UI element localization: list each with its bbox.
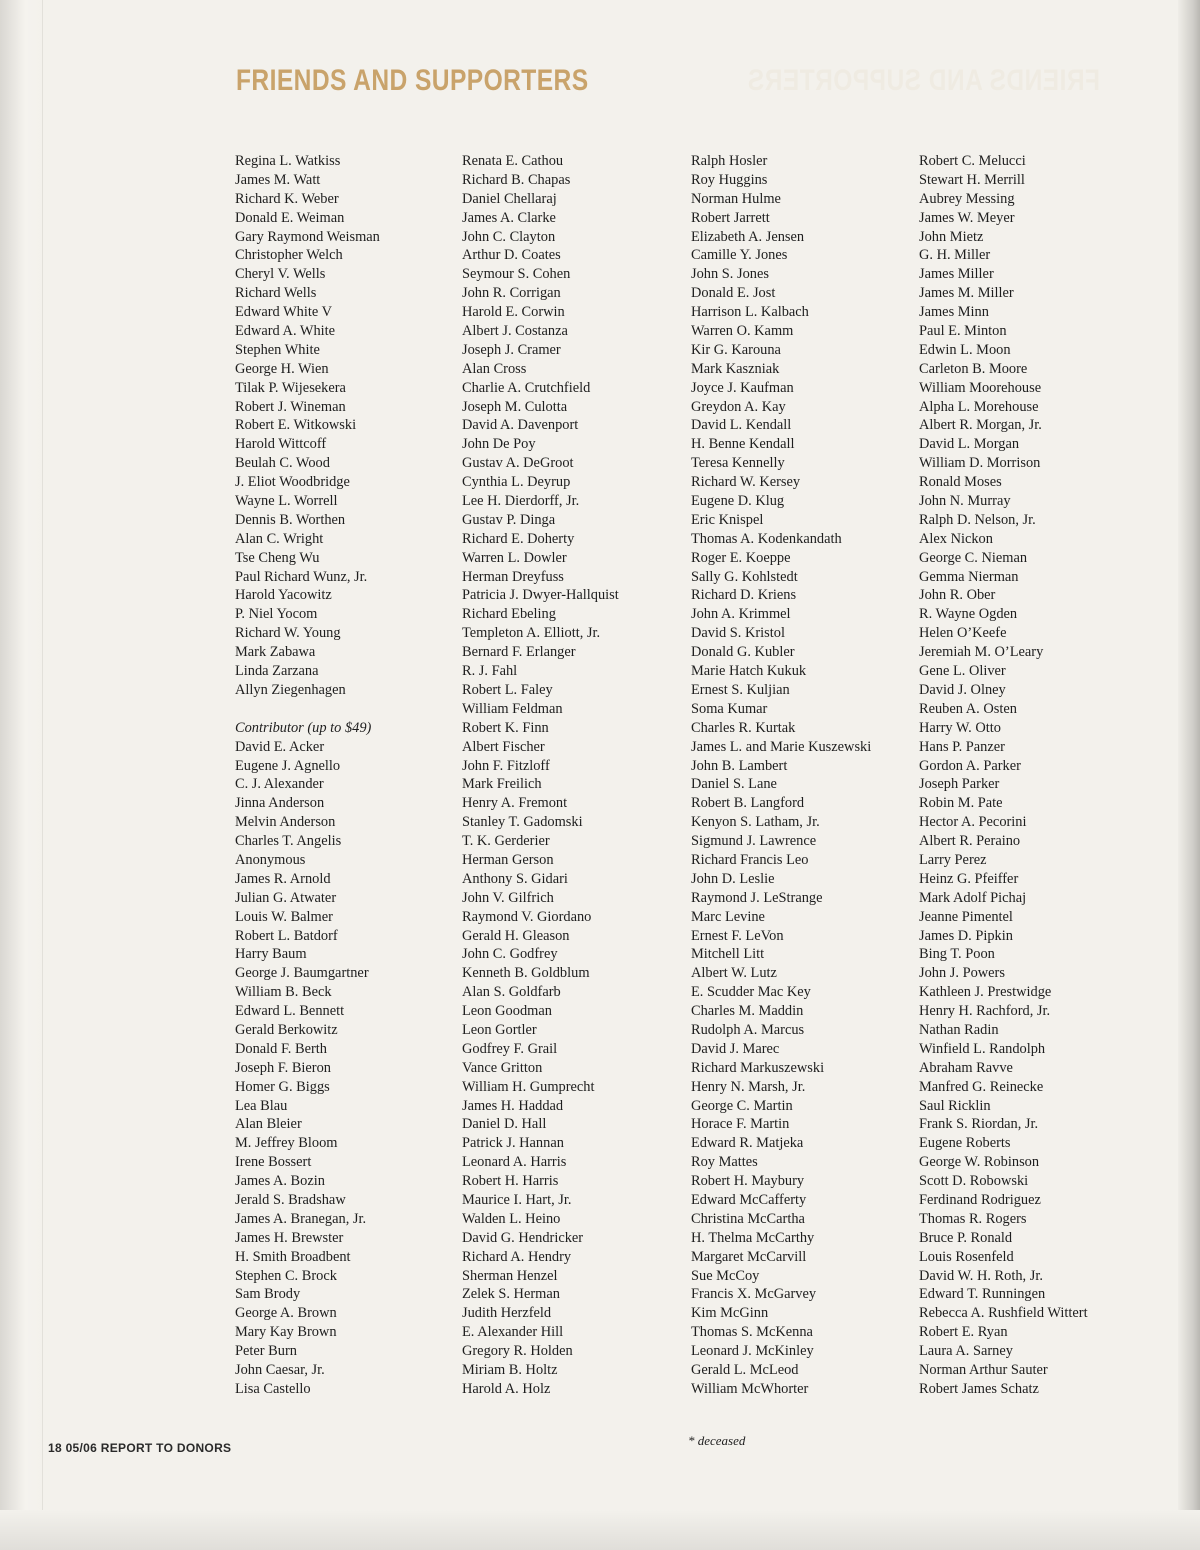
donor-name: Paul E. Minton <box>919 323 1007 340</box>
donor-name: Roy Mattes <box>691 1154 758 1171</box>
donor-name: Jinna Anderson <box>235 795 325 812</box>
donor-name: Eric Knispel <box>691 511 764 528</box>
donor-name: John A. Krimmel <box>691 606 791 623</box>
donor-name: Kir G. Karouna <box>691 341 781 358</box>
donor-name: Charles T. Angelis <box>235 833 342 850</box>
donor-name: G. H. Miller <box>919 247 991 264</box>
donor-name: Laura A. Sarney <box>919 1343 1013 1360</box>
donor-name: Richard Ebeling <box>462 606 556 623</box>
donor-name: Tse Cheng Wu <box>235 549 320 566</box>
donor-name: Stanley T. Gadomski <box>462 814 583 831</box>
donor-name: Donald E. Weiman <box>235 209 345 226</box>
donor-name: Robin M. Pate <box>919 795 1003 812</box>
donor-name: Dennis B. Worthen <box>235 511 346 528</box>
donor-name: George H. Wien <box>235 360 329 377</box>
page-bottom-shadow <box>0 1510 1200 1550</box>
donor-name: Christina McCartha <box>691 1210 805 1227</box>
donor-name: Mark Kaszniak <box>691 360 780 377</box>
donor-name: Godfrey F. Grail <box>462 1040 558 1057</box>
donor-name: John Mietz <box>919 228 984 245</box>
donor-name: Homer G. Biggs <box>235 1078 330 1095</box>
donor-name: Eugene J. Agnello <box>235 757 341 774</box>
donor-name: John C. Clayton <box>462 228 556 245</box>
donor-name: Beulah C. Wood <box>235 455 330 472</box>
donor-name: R. J. Fahl <box>462 663 518 680</box>
donor-name: John Caesar, Jr. <box>235 1362 325 1378</box>
donor-name: Stephen C. Brock <box>235 1267 337 1284</box>
donor-name: Robert E. Witkowski <box>235 417 357 434</box>
donor-name: David S. Kristol <box>691 625 785 642</box>
donor-name: Alan S. Goldfarb <box>462 984 561 1001</box>
donor-name: George C. Nieman <box>919 549 1028 566</box>
donor-name: Roy Huggins <box>691 171 768 188</box>
donor-name: Albert W. Lutz <box>691 965 777 982</box>
donor-name: Harold Yacowitz <box>235 587 332 604</box>
donor-name: Harry Baum <box>235 946 307 963</box>
donor-name: Gregory R. Holden <box>462 1343 573 1360</box>
donor-name: Anonymous <box>235 851 306 868</box>
donor-name: Edwin L. Moon <box>919 341 1011 358</box>
donor-name: John De Poy <box>462 436 536 453</box>
donor-name: James H. Brewster <box>235 1229 344 1246</box>
donor-name: Louis W. Balmer <box>235 908 333 925</box>
donor-name: Sherman Henzel <box>462 1267 558 1284</box>
donor-name: Alpha L. Morehouse <box>919 398 1039 415</box>
donor-name: Robert Jarrett <box>691 209 770 226</box>
donor-name: Louis Rosenfeld <box>919 1248 1014 1265</box>
donor-name: Gordon A. Parker <box>919 757 1021 774</box>
donor-name: Kim McGinn <box>691 1305 769 1322</box>
donor-name: Raymond J. LeStrange <box>691 889 823 906</box>
donor-name: E. Alexander Hill <box>462 1324 564 1341</box>
donor-name: Harrison L. Kalbach <box>691 304 809 321</box>
donor-name: Thomas S. McKenna <box>691 1324 813 1341</box>
donor-name: John R. Ober <box>919 587 996 604</box>
donor-name: Alex Nickon <box>919 530 993 547</box>
donor-name: John R. Corrigan <box>462 285 561 302</box>
donor-name: James L. and Marie Kuszewski <box>691 738 872 755</box>
donor-name: Alan C. Wright <box>235 530 324 547</box>
donor-name: Albert J. Costanza <box>462 323 568 340</box>
donor-name: Ernest F. LeVon <box>691 927 784 944</box>
donor-name: Paul Richard Wunz, Jr. <box>235 568 368 585</box>
donor-name: Richard Markuszewski <box>691 1059 825 1076</box>
donor-name: William D. Morrison <box>919 455 1041 472</box>
donor-name: David J. Marec <box>691 1040 780 1057</box>
donor-name: William McWhorter <box>691 1380 809 1397</box>
donor-name: Patrick J. Hannan <box>462 1135 564 1152</box>
donor-column-4 <box>919 152 1088 1399</box>
donor-name: Richard K. Weber <box>235 190 339 207</box>
donor-name: Christopher Welch <box>235 247 343 264</box>
donor-name: James Miller <box>919 266 994 283</box>
donor-name: Gene L. Oliver <box>919 663 1006 680</box>
donor-name: Richard A. Hendry <box>462 1248 572 1265</box>
donor-name: Robert H. Harris <box>462 1173 559 1190</box>
donor-name: James A. Branegan, Jr. <box>235 1210 367 1227</box>
donor-name: Vance Gritton <box>462 1059 543 1076</box>
donor-name: Leonard J. McKinley <box>691 1343 814 1360</box>
donor-name: Robert L. Batdorf <box>235 927 338 944</box>
donor-name: Donald F. Berth <box>235 1040 327 1057</box>
donor-name: T. K. Gerderier <box>462 833 550 850</box>
donor-column-1 <box>235 152 380 1399</box>
donor-name: Edward L. Bennett <box>235 1003 345 1020</box>
donor-name: David E. Acker <box>235 738 325 755</box>
donor-name: Warren L. Dowler <box>462 549 567 566</box>
donor-name: Thomas R. Rogers <box>919 1210 1027 1227</box>
donor-name: David G. Hendricker <box>462 1229 584 1246</box>
donor-name: Richard B. Chapas <box>462 171 571 188</box>
donor-name: Helen O’Keefe <box>919 625 1007 642</box>
donor-name: Jeanne Pimentel <box>919 908 1013 925</box>
page-edge-shadow <box>1178 0 1200 1550</box>
donor-name: Mark Adolf Pichaj <box>919 889 1027 906</box>
donor-name: David J. Olney <box>919 681 1006 698</box>
donor-name: William H. Gumprecht <box>462 1078 595 1095</box>
donor-name: Aubrey Messing <box>919 190 1015 207</box>
donor-name: James A. Clarke <box>462 209 556 226</box>
donor-name: Gerald L. McLeod <box>691 1362 799 1378</box>
donor-name: Sally G. Kohlstedt <box>691 568 798 585</box>
donor-name: Robert James Schatz <box>919 1380 1039 1397</box>
donor-name: Edward White V <box>235 304 332 321</box>
donor-name: Scott D. Robowski <box>919 1173 1029 1190</box>
donor-name: Abraham Ravve <box>919 1059 1013 1076</box>
donor-name: H. Smith Broadbent <box>235 1248 351 1265</box>
donor-name: Bruce P. Ronald <box>919 1229 1013 1246</box>
donor-name: James D. Pipkin <box>919 927 1013 944</box>
donor-name: Seymour S. Cohen <box>462 266 571 283</box>
donor-name: Herman Gerson <box>462 851 554 868</box>
donor-name: Frank S. Riordan, Jr. <box>919 1116 1039 1133</box>
donor-name: John S. Jones <box>691 266 769 283</box>
donor-name: Mark Freilich <box>462 776 542 793</box>
donor-name: Greydon A. Kay <box>691 398 786 415</box>
page-footer-label: 18 05/06 REPORT TO DONORS <box>48 1441 232 1455</box>
donor-name: Richard E. Doherty <box>462 530 575 547</box>
donor-name: Kathleen J. Prestwidge <box>919 984 1052 1001</box>
donor-name: George C. Martin <box>691 1097 793 1114</box>
donor-name: Ernest S. Kuljian <box>691 681 790 698</box>
donor-name: William Feldman <box>462 700 563 717</box>
donor-name: C. J. Alexander <box>235 776 324 793</box>
donor-name: Lee H. Dierdorff, Jr. <box>462 493 580 510</box>
donor-name: Ralph D. Nelson, Jr. <box>919 511 1036 528</box>
donor-name: James H. Haddad <box>462 1097 564 1114</box>
donor-name: Kenyon S. Latham, Jr. <box>691 814 820 831</box>
donor-name: Joseph F. Bieron <box>235 1059 331 1076</box>
donor-name: Zelek S. Herman <box>462 1286 560 1303</box>
donor-name: Thomas A. Kodenkandath <box>691 530 842 547</box>
donor-name: John C. Godfrey <box>462 946 558 963</box>
donor-name: Marie Hatch Kukuk <box>691 663 807 680</box>
donor-name: H. Thelma McCarthy <box>691 1229 815 1246</box>
donor-column-3 <box>691 152 871 1399</box>
donor-name: Daniel D. Hall <box>462 1116 547 1133</box>
donor-name: H. Benne Kendall <box>691 436 795 453</box>
donor-name: Linda Zarzana <box>235 663 319 680</box>
donor-name: Hans P. Panzer <box>919 738 1005 755</box>
donor-name: Irene Bossert <box>235 1154 312 1171</box>
donor-name: David L. Morgan <box>919 436 1020 453</box>
donor-name: Herman Dreyfuss <box>462 568 564 585</box>
donor-name: Warren O. Kamm <box>691 323 794 340</box>
donor-name: Cynthia L. Deyrup <box>462 474 571 491</box>
donor-name: George J. Baumgartner <box>235 965 369 982</box>
donor-name: Elizabeth A. Jensen <box>691 228 805 245</box>
donor-name: Alan Cross <box>462 360 527 377</box>
donor-name: Carleton B. Moore <box>919 360 1028 377</box>
donor-name: Anthony S. Gidari <box>462 870 568 887</box>
donor-name: E. Scudder Mac Key <box>691 984 811 1001</box>
donor-name: Lea Blau <box>235 1097 288 1114</box>
donor-name: M. Jeffrey Bloom <box>235 1135 338 1152</box>
donor-name: Henry N. Marsh, Jr. <box>691 1078 806 1095</box>
donor-name: George W. Robinson <box>919 1154 1040 1171</box>
donor-name: Gemma Nierman <box>919 568 1019 585</box>
donor-name: Gerald H. Gleason <box>462 927 570 944</box>
donor-name: Camille Y. Jones <box>691 247 788 264</box>
donor-name: Robert B. Langford <box>691 795 805 812</box>
donor-name: Kenneth B. Goldblum <box>462 965 590 982</box>
donor-name: Edward McCafferty <box>691 1191 807 1208</box>
donor-name: Margaret McCarvill <box>691 1248 807 1265</box>
donor-name: Heinz G. Pfeiffer <box>919 870 1019 887</box>
donor-name: Donald G. Kubler <box>691 644 795 661</box>
donor-name: Eugene D. Klug <box>691 493 785 510</box>
donor-name: Robert K. Finn <box>462 719 549 736</box>
donor-name: John N. Murray <box>919 493 1011 510</box>
donor-name: Winfield L. Randolph <box>919 1040 1046 1057</box>
donor-name: Henry A. Fremont <box>462 795 568 812</box>
donor-name: Daniel Chellaraj <box>462 190 557 207</box>
donor-name: Rudolph A. Marcus <box>691 1021 805 1038</box>
donor-name: Joyce J. Kaufman <box>691 379 794 396</box>
donor-name: David W. H. Roth, Jr. <box>919 1267 1043 1284</box>
donor-name: James Minn <box>919 304 989 321</box>
donor-name: Stephen White <box>235 341 320 358</box>
donor-name: James A. Bozin <box>235 1173 325 1190</box>
donor-name: Melvin Anderson <box>235 814 336 831</box>
deceased-footnote: * deceased <box>688 1433 746 1448</box>
donor-name: Gustav P. Dinga <box>462 511 556 528</box>
donor-name: Harold Wittcoff <box>235 436 327 453</box>
donor-name: Harry W. Otto <box>919 719 1001 736</box>
donor-name: Judith Herzfeld <box>462 1305 552 1322</box>
donor-name: Nathan Radin <box>919 1021 999 1038</box>
donor-name: Richard W. Kersey <box>691 474 801 491</box>
donor-name: Marc Levine <box>691 908 765 925</box>
donor-name: Peter Burn <box>235 1343 297 1360</box>
donor-name: John J. Powers <box>919 965 1005 982</box>
donor-name: James R. Arnold <box>235 870 331 887</box>
donor-name: John F. Fitzloff <box>462 757 550 774</box>
donor-name: Allyn Ziegenhagen <box>235 681 346 698</box>
donor-name: James M. Miller <box>919 285 1014 302</box>
donor-name: Joseph Parker <box>919 776 1000 793</box>
donor-name: John D. Leslie <box>691 870 775 887</box>
donor-name: Richard D. Kriens <box>691 587 797 604</box>
donor-name: Leon Gortler <box>462 1021 537 1038</box>
donor-name: Charles M. Maddin <box>691 1003 804 1020</box>
donor-name: Roger E. Koeppe <box>691 549 791 566</box>
giving-level-heading: Contributor (up to $49) <box>235 719 372 736</box>
donor-name: John B. Lambert <box>691 757 788 774</box>
donor-name: Albert Fischer <box>462 738 545 755</box>
donor-name: Ralph Hosler <box>691 153 768 169</box>
donor-name: Robert J. Wineman <box>235 398 346 415</box>
donor-name: Richard Francis Leo <box>691 851 809 868</box>
donor-name: Norman Hulme <box>691 190 781 207</box>
donor-name: James W. Meyer <box>919 209 1015 226</box>
donor-name: Regina L. Watkiss <box>235 153 341 169</box>
donor-name: Charlie A. Crutchfield <box>462 379 591 396</box>
donor-name: Jerald S. Bradshaw <box>235 1191 346 1208</box>
donor-name: Bernard F. Erlanger <box>462 644 576 661</box>
donor-name: Patricia J. Dwyer-Hallquist <box>462 587 619 604</box>
donor-name: Robert H. Maybury <box>691 1173 805 1190</box>
donor-name: Bing T. Poon <box>919 946 995 963</box>
donor-name: Stewart H. Merrill <box>919 171 1025 188</box>
donor-name: Sue McCoy <box>691 1267 760 1284</box>
donor-name: Raymond V. Giordano <box>462 908 592 925</box>
donor-name: Walden L. Heino <box>462 1210 561 1227</box>
donor-name: Harold A. Holz <box>462 1380 551 1397</box>
donor-name: Tilak P. Wijesekera <box>235 379 346 396</box>
donor-name: Mitchell Litt <box>691 946 765 963</box>
page-title: FRIENDS AND SUPPORTERS <box>236 64 589 97</box>
donor-name: Hector A. Pecorini <box>919 814 1027 831</box>
donor-name: Robert L. Faley <box>462 681 553 698</box>
donor-name: Wayne L. Worrell <box>235 493 338 510</box>
donor-name: Rebecca A. Rushfield Wittert <box>919 1305 1088 1322</box>
donor-name: Mary Kay Brown <box>235 1324 337 1341</box>
donor-name: Daniel S. Lane <box>691 776 777 793</box>
donor-name: Robert C. Melucci <box>919 153 1026 169</box>
donor-name: Henry H. Rachford, Jr. <box>919 1003 1051 1020</box>
donor-name: Ronald Moses <box>919 474 1002 491</box>
donor-name: Saul Ricklin <box>919 1097 991 1114</box>
donor-name: Gary Raymond Weisman <box>235 228 380 245</box>
donor-name: Julian G. Atwater <box>235 889 337 906</box>
donor-name: Joseph J. Cramer <box>462 341 561 358</box>
donor-name: Arthur D. Coates <box>462 247 561 264</box>
donor-name: Horace F. Martin <box>691 1116 790 1133</box>
donor-name: J. Eliot Woodbridge <box>235 474 350 491</box>
donor-column-2 <box>462 152 619 1399</box>
donor-name: Albert R. Peraino <box>919 833 1021 850</box>
donor-name: Richard W. Young <box>235 625 341 642</box>
donor-name: John V. Gilfrich <box>462 889 554 906</box>
donor-name: George A. Brown <box>235 1305 337 1322</box>
donor-name: Leonard A. Harris <box>462 1154 567 1171</box>
donor-name: Soma Kumar <box>691 700 768 717</box>
show-through-title: FRIENDS AND SUPPORTERS <box>747 64 1100 97</box>
donor-name: R. Wayne Ogden <box>919 606 1018 623</box>
donor-name: Renata E. Cathou <box>462 153 564 169</box>
donor-name: David A. Davenport <box>462 417 579 434</box>
donor-name: Mark Zabawa <box>235 644 316 661</box>
donor-name: Jeremiah M. O’Leary <box>919 644 1044 661</box>
donor-name: Sam Brody <box>235 1286 301 1303</box>
donor-name: Manfred G. Reinecke <box>919 1078 1044 1095</box>
donor-name: Harold E. Corwin <box>462 304 565 321</box>
donor-name: Templeton A. Elliott, Jr. <box>462 625 601 642</box>
donor-name: James M. Watt <box>235 171 321 188</box>
donor-name: Edward A. White <box>235 323 336 340</box>
donor-name: Larry Perez <box>919 851 987 868</box>
donor-name: Lisa Castello <box>235 1380 311 1397</box>
donor-name: P. Niel Yocom <box>235 606 318 623</box>
donor-name: Richard Wells <box>235 285 317 302</box>
donor-name: Leon Goodman <box>462 1003 552 1020</box>
donor-name: Cheryl V. Wells <box>235 266 326 283</box>
donor-name: Edward R. Matjeka <box>691 1135 804 1152</box>
section-spacer <box>235 700 380 719</box>
donor-name: Eugene Roberts <box>919 1135 1011 1152</box>
donor-name: Reuben A. Osten <box>919 700 1017 717</box>
donor-name: Teresa Kennelly <box>691 455 785 472</box>
donor-name: Alan Bleier <box>235 1116 302 1133</box>
donor-name: Robert E. Ryan <box>919 1324 1008 1341</box>
donor-name: David L. Kendall <box>691 417 792 434</box>
donor-name: Norman Arthur Sauter <box>919 1362 1048 1378</box>
page-binding-shadow <box>0 0 43 1550</box>
donor-name: William B. Beck <box>235 984 332 1001</box>
donor-name: Albert R. Morgan, Jr. <box>919 417 1042 434</box>
donor-name: Maurice I. Hart, Jr. <box>462 1191 572 1208</box>
donor-name: Sigmund J. Lawrence <box>691 833 817 850</box>
donor-name: Edward T. Runningen <box>919 1286 1046 1303</box>
donor-name: Miriam B. Holtz <box>462 1362 558 1378</box>
donor-name: Joseph M. Culotta <box>462 398 568 415</box>
donor-name: William Moorehouse <box>919 379 1042 396</box>
donor-name: Francis X. McGarvey <box>691 1286 817 1303</box>
donor-name: Gustav A. DeGroot <box>462 455 574 472</box>
donor-name: Ferdinand Rodriguez <box>919 1191 1041 1208</box>
donor-name: Gerald Berkowitz <box>235 1021 338 1038</box>
donor-name: Charles R. Kurtak <box>691 719 796 736</box>
donor-name: Donald E. Jost <box>691 285 776 302</box>
